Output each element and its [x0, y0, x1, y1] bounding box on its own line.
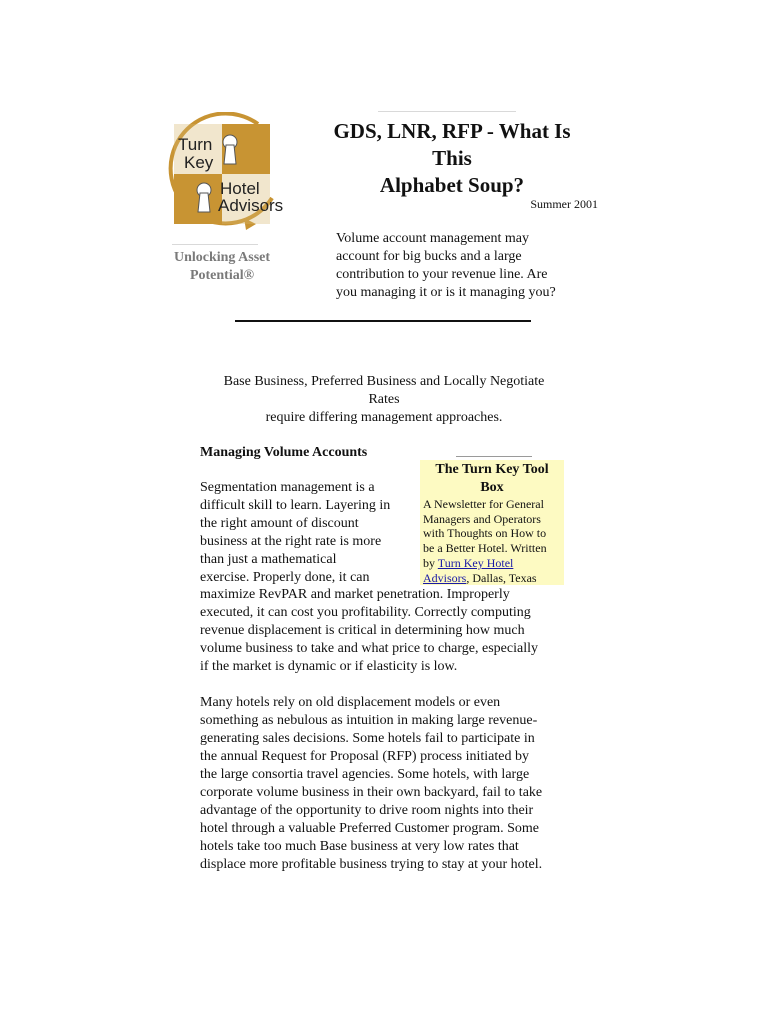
paragraph-line: the right amount of discount — [200, 516, 359, 531]
paragraph-2 — [200, 694, 570, 874]
paragraph-line: the large consortia travel agencies. Some hotels, with large — [200, 767, 530, 782]
intro-text — [336, 230, 586, 302]
keyhole-icon — [223, 135, 237, 164]
sidebar-body-line: Managers and Operators — [423, 511, 541, 526]
turn-key-hotel-link[interactable]: Turn Key Hotel — [437, 555, 514, 570]
sidebar-location: , Dallas, Texas — [466, 570, 537, 585]
logo-word-hotel: Hotel — [220, 179, 260, 198]
paragraph-1-wrapped — [200, 479, 412, 587]
sidebar-divider — [456, 456, 532, 457]
paragraph-line: than just a mathematical — [200, 552, 337, 567]
title-line-3: Alphabet Soup? — [379, 173, 525, 197]
sidebar-by-line — [423, 556, 561, 571]
subheading — [200, 373, 568, 427]
title-line-2: This — [432, 146, 472, 170]
tagline — [160, 249, 284, 285]
sidebar-title-line-2: Box — [480, 480, 504, 495]
tool-box-sidebar — [420, 460, 564, 585]
sidebar-by-text: by — [423, 555, 438, 570]
logo-word-advisors: Advisors — [218, 196, 284, 215]
sidebar-body-line: be a Better Hotel. Written — [423, 541, 547, 556]
paragraph-line: hotels take too much Base business at very low rates that — [200, 839, 519, 854]
paragraph-line: Many hotels rely on old displacement models or even — [200, 695, 501, 710]
intro-line: account for big bucks and a large — [336, 249, 522, 264]
paragraph-line: the annual Request for Proposal (RFP) process initiated by — [200, 749, 529, 764]
logo-graphic — [160, 112, 290, 234]
intro-line: you managing it or is it managing you? — [336, 285, 556, 300]
intro-line: contribution to your revenue line. Are — [336, 267, 548, 282]
paragraph-line: hotel through a valuable Preferred Customer program. Some — [200, 821, 540, 836]
paragraph-line: difficult skill to learn. Layering in — [200, 498, 391, 513]
paragraph-line: advantage of the opportunity to drive room nights into their — [200, 803, 534, 818]
paragraph-line: volume business to take and what price to charge, especially — [200, 641, 538, 656]
sidebar-title — [423, 461, 561, 497]
paragraph-line: something as nebulous as intuition in making large revenue- — [200, 713, 538, 728]
paragraph-line: displace more profitable business trying to stay at your hotel. — [200, 857, 543, 872]
paragraph-line: revenue displacement is critical in determining how much — [200, 623, 525, 638]
title-top-divider — [378, 111, 516, 112]
advisors-link[interactable]: Advisors — [423, 570, 467, 585]
paragraph-line: maximize RevPAR and market penetration. Improperly — [200, 587, 510, 602]
header-divider — [235, 320, 531, 322]
page-title — [312, 118, 592, 199]
tagline-line-1: Unlocking Asset — [173, 250, 271, 265]
sidebar-link-line — [423, 571, 561, 586]
sidebar-body-line: A Newsletter for General — [423, 497, 544, 511]
title-line-1: GDS, LNR, RFP - What Is — [333, 119, 571, 143]
tagline-divider — [172, 244, 258, 245]
keyhole-icon — [197, 183, 211, 212]
intro-line: Volume account management may — [336, 231, 529, 246]
turn-key-logo — [160, 112, 290, 234]
sidebar-title-line-1: The Turn Key Tool — [435, 462, 549, 477]
logo-word-turn: Turn — [178, 135, 213, 154]
paragraph-line: business at the right rate is more — [200, 534, 382, 549]
tagline-line-2: Potential® — [189, 268, 255, 283]
subhead-line: require differing management approaches. — [265, 410, 503, 425]
paragraph-line: corporate volume business in their own backyard, fail to take — [200, 785, 543, 800]
paragraph-line: generating sales decisions. Some hotels fail to participate in — [200, 731, 535, 746]
issue-date: Summer 2001 — [530, 197, 598, 211]
subhead-line: Rates — [368, 392, 400, 407]
logo-word-key: Key — [184, 153, 214, 172]
paragraph-1-continued — [200, 586, 570, 676]
paragraph-line: Segmentation management is a — [200, 480, 375, 495]
sidebar-body — [423, 497, 561, 585]
section-heading: Managing Volume Accounts — [200, 445, 368, 460]
paragraph-line: if the market is dynamic or if elasticity is low. — [200, 659, 458, 674]
subhead-line: Base Business, Preferred Business and Locally Negotiate — [223, 374, 545, 389]
paragraph-line: exercise. Properly done, it can — [200, 570, 370, 585]
logo-quadrant-bottom-left — [174, 174, 222, 224]
paragraph-line: executed, it can cost you profitability. Correctly computing — [200, 605, 531, 620]
sidebar-body-line: with Thoughts on How to — [423, 526, 547, 541]
